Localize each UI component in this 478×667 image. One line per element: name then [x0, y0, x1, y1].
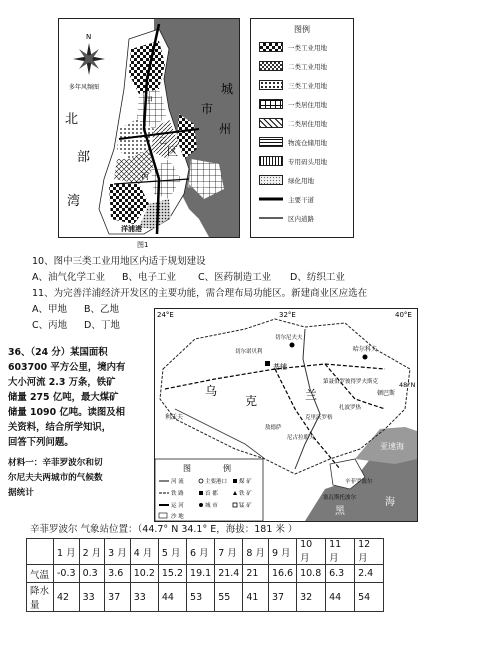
map2-legend-item: 沙 地: [171, 514, 184, 520]
q36-line: 储量 1090 亿吨。读图及相: [8, 407, 125, 418]
city-kyiv: 基辅: [273, 363, 287, 371]
figure1-legend: [250, 18, 354, 238]
table-cell: 6.3: [326, 565, 355, 583]
table-cell: 10.2: [130, 565, 158, 583]
legend-swatch: [259, 61, 283, 71]
material-line: 据统计: [8, 488, 34, 498]
map2-legend-item: 主要港口: [205, 479, 228, 485]
table-cell: 55: [215, 583, 243, 612]
country-char-3: 兰: [305, 388, 318, 402]
city-label-1: 城: [221, 82, 234, 96]
month-header: 9 月: [268, 539, 296, 565]
month-header: 6 月: [187, 539, 215, 565]
q10-option-a: A、油气化学工业: [32, 272, 105, 283]
legend-row: [259, 136, 327, 148]
legend-swatch: [259, 99, 283, 109]
q36-text: [8, 345, 154, 450]
legend-row: [259, 60, 327, 72]
table-cell: -0.3: [54, 565, 80, 583]
legend-label: 三类工业用地: [288, 81, 327, 90]
lon-label-24: 24°E: [157, 311, 174, 319]
country-char-1: 乌: [205, 384, 218, 398]
lon-label-40: 40°E: [395, 311, 412, 319]
q36-line: 603700 平方公里，境内有: [8, 362, 126, 373]
table-cell: 15.2: [158, 565, 186, 583]
table-cell: 54: [355, 583, 384, 612]
map2-legend-item: 河 流: [171, 479, 184, 485]
table-cell: 0.3: [79, 565, 105, 583]
map2-legend-item: 煤 矿: [239, 479, 252, 485]
month-header: 10 月: [297, 539, 326, 565]
manganese-mine-symbol: [233, 503, 237, 507]
legend-swatch: [259, 118, 283, 128]
city-dnipro: 第聂伯罗彼得罗夫斯克: [323, 379, 379, 385]
q36-line: 回答下列问题。: [8, 437, 74, 448]
wind-rose-icon: [73, 43, 105, 75]
table-cell: 44: [326, 583, 355, 612]
city-mykolaiv: 尼古拉耶夫: [287, 435, 315, 441]
legend-label: 一类工业用地: [288, 43, 327, 52]
city-lviv: 利沃夫: [165, 414, 184, 421]
q36-line: 储量 275 亿吨，最大煤矿: [8, 392, 119, 403]
q36-line: 关资料，结合所学知识，: [8, 422, 112, 433]
main-road-symbol: [259, 194, 283, 204]
q10-option-d: D、纺织工业: [290, 272, 345, 283]
capital-symbol: [199, 491, 203, 495]
figure1-caption: 图1: [137, 241, 149, 249]
legend-label: 区内道路: [288, 214, 314, 223]
table-cell: 32: [297, 583, 326, 612]
legend-swatch: [259, 42, 283, 52]
city-sevastopol: 塞瓦斯托波尔: [323, 495, 357, 501]
city-kharkiv: 哈尔科夫: [353, 346, 378, 353]
q11-option-c: C、丙地: [32, 320, 68, 331]
q36-line: 大小河流 2.3 万条，铁矿: [8, 377, 116, 388]
legend-row: [259, 98, 327, 110]
month-header: 5 月: [158, 539, 186, 565]
table-cell: 16.6: [268, 565, 296, 583]
q11-stem: 11、为完善洋浦经济开发区的主要功能，需合理布局功能区。新建商业区应选在: [32, 288, 368, 299]
month-header: 4 月: [130, 539, 158, 565]
legend-swatch: [259, 175, 283, 185]
city-label-2: 市: [201, 102, 214, 116]
sea-black-2: 海: [385, 497, 395, 508]
table-cell: [27, 539, 54, 565]
legend-row: [259, 41, 327, 53]
map2-legend-item: 首 都: [205, 491, 218, 497]
month-header: 7 月: [215, 539, 243, 565]
table-cell: 33: [130, 583, 158, 612]
table-cell: 19.1: [187, 565, 215, 583]
q11-option-d: D、丁地: [84, 320, 120, 331]
weather-table: [26, 538, 384, 612]
material-line: 材料一：辛菲罗波尔和切: [8, 458, 103, 468]
table-cell: 44: [158, 583, 186, 612]
table-row: [27, 583, 384, 612]
map2-legend-item: 锰 矿: [239, 503, 252, 509]
month-header: 8 月: [243, 539, 269, 565]
legend-row: [259, 212, 314, 224]
month-header: 2 月: [79, 539, 105, 565]
legend-label: 一类居住用地: [288, 100, 327, 109]
legend-row: [259, 155, 327, 167]
sea-black-1: 黑: [335, 506, 345, 517]
local-road-symbol: [259, 213, 283, 223]
district-east: 新东区: [187, 182, 206, 189]
city-chernihiv: 切尔尼夫夫: [275, 335, 303, 341]
city-donbas: 顿巴斯: [377, 390, 396, 397]
q10-option-b: B、电子工业: [122, 272, 177, 283]
row-label: 降水量: [27, 583, 54, 612]
lon-label-32: 32°E: [279, 311, 296, 319]
legend-swatch: [259, 80, 283, 90]
legend-label: 二类居住用地: [288, 119, 327, 128]
legend-row: [259, 117, 327, 129]
bay-label-2: 部: [77, 150, 91, 165]
city-odesa: 敖德萨: [265, 425, 282, 431]
table-cell: 3.6: [105, 565, 131, 583]
map2-legend-title-2: 例: [223, 464, 231, 473]
city-label-4: 区: [167, 145, 178, 158]
legend-row: [259, 174, 314, 186]
area-ding: 丁: [127, 206, 135, 215]
area-bing: 丙: [141, 172, 149, 181]
map2-legend-item: 城 市: [205, 503, 218, 509]
row-label: 气温: [27, 565, 54, 583]
city-simferopol: 辛菲罗波尔: [345, 479, 373, 485]
q36-line: 36、（24 分）某国面积: [8, 347, 108, 358]
table-cell: 21.4: [215, 565, 243, 583]
country-char-2: 克: [245, 394, 258, 408]
coal-mine-symbol: [233, 479, 237, 483]
figure2-map-svg: [155, 309, 417, 521]
sea-azov: 亚速海: [380, 442, 404, 451]
month-header: 11 月: [326, 539, 355, 565]
table-cell: 42: [54, 583, 80, 612]
weather-title: 辛菲罗波尔 气象站位置：（44.7° N 34.1° E，海拔：181 米 ）: [30, 524, 298, 535]
legend-label: 主要干道: [288, 195, 314, 204]
figure1-map: [58, 18, 240, 238]
legend-row: [259, 79, 327, 91]
legend-swatch: [259, 137, 283, 147]
area-yi: 乙: [159, 136, 167, 145]
table-cell: 2.4: [355, 565, 384, 583]
material-line: 尔尼夫夫两城市的气候数: [8, 473, 103, 483]
legend-swatch: [259, 156, 283, 166]
wind-rose-label: 多年风频图: [69, 84, 100, 91]
city-zaporizhzhia: 扎波罗热: [339, 405, 362, 411]
area-jia: 甲: [145, 96, 153, 105]
table-cell: 41: [243, 583, 269, 612]
map2-legend-item: 铁 路: [171, 491, 184, 497]
q10-option-c: C、医药制造工业: [198, 272, 272, 283]
figure2-map: [154, 308, 418, 522]
bay-label-3: 湾: [67, 194, 81, 209]
lat-label-48: 48°N: [399, 381, 416, 389]
table-cell: 37: [105, 583, 131, 612]
legend-label: 专用码头用地: [288, 157, 327, 166]
city-label-3: 州: [219, 122, 232, 136]
legend-title: 图例: [294, 25, 310, 34]
table-cell: 53: [187, 583, 215, 612]
district-south: 洋浦港: [121, 225, 142, 233]
figure1-map-svg: [59, 19, 239, 237]
legend-row: [259, 193, 314, 205]
table-cell: 33: [79, 583, 105, 612]
city-kryvyi-rih: 克里沃罗格: [305, 415, 333, 421]
legend-label: 物流仓储用地: [288, 138, 327, 147]
table-row: [27, 565, 384, 583]
month-header: 3 月: [105, 539, 131, 565]
legend-label: 二类工业用地: [288, 62, 327, 71]
month-header: 1 月: [54, 539, 80, 565]
compass-label: N: [86, 33, 92, 41]
q11-option-b: B、乙地: [84, 304, 120, 315]
material-one: [8, 456, 146, 501]
map2-legend-item: 铁 矿: [239, 491, 252, 497]
table-cell: 10.8: [297, 565, 326, 583]
bay-label-1: 北: [65, 112, 79, 127]
table-row: [27, 539, 384, 565]
q10-stem: 10、图中三类工业用地区内适于规划建设: [32, 256, 206, 267]
table-cell: 21: [243, 565, 269, 583]
city-symbol: [199, 503, 203, 507]
month-header: 12 月: [355, 539, 384, 565]
table-cell: 37: [268, 583, 296, 612]
city-chernobyl: 切尔诺贝利: [235, 349, 263, 355]
legend-label: 绿化用地: [288, 176, 314, 185]
map2-legend-item: 运 河: [171, 503, 184, 509]
map2-legend-title-1: 图: [183, 464, 191, 473]
q11-option-a: A、甲地: [32, 304, 67, 315]
